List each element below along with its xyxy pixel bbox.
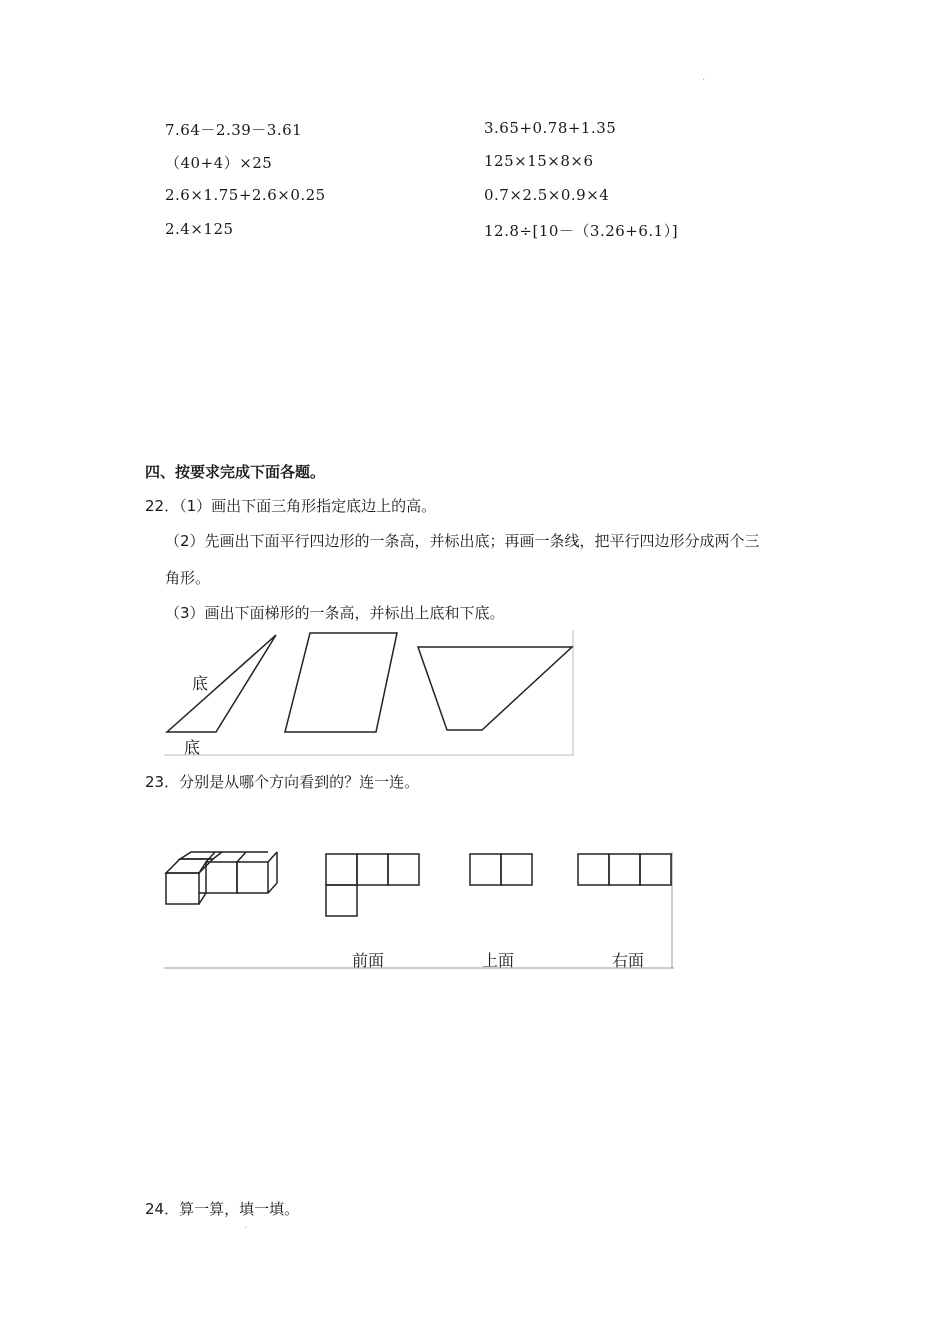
calc-left-2: （40+4）×25 — [165, 154, 273, 172]
triangle-shape — [167, 635, 276, 732]
section-title: 四、按要求完成下面各题。 — [145, 463, 326, 481]
label-front: 前面 — [352, 951, 385, 970]
right-view-shape — [578, 854, 671, 885]
cube-solid — [166, 852, 277, 904]
q23-text: 23．分别是从哪个方向看到的？连一连。 — [145, 773, 420, 791]
parallelogram-shape — [285, 633, 397, 732]
label-right: 右面 — [612, 951, 645, 970]
calc-left-4: 2.4×125 — [165, 220, 234, 238]
q22-line1: 22．（1）画出下面三角形指定底边上的高。 — [145, 497, 437, 515]
calc-left-3: 2.6×1.75+2.6×0.25 — [165, 186, 326, 204]
calc-left-1: 7.64－2.39－3.61 — [165, 121, 303, 139]
trapezoid-shape — [418, 647, 572, 730]
label-top: 上面 — [482, 951, 515, 970]
calc-right-1: 3.65+0.78+1.35 — [484, 119, 617, 137]
header-mark: ˌ — [703, 74, 705, 81]
calc-right-4: 12.8÷[10－（3.26+6.1）] — [484, 222, 679, 240]
calc-right-3: 0.7×2.5×0.9×4 — [484, 186, 610, 204]
triangle-base-label-upper: 底 — [192, 674, 209, 693]
calc-right-2: 125×15×8×6 — [484, 152, 594, 170]
top-view-shape — [470, 854, 532, 885]
triangle-base-label-lower: 底 — [184, 738, 201, 757]
footer-mark: ˌ — [245, 1222, 247, 1229]
q22-line3: 角形。 — [165, 569, 211, 587]
q22-figure — [164, 630, 574, 756]
q24-text: 24．算一算，填一填。 — [145, 1200, 300, 1218]
q22-line2: （2）先画出下面平行四边形的一条高，并标出底；再画一条线，把平行四边形分成两个三 — [165, 532, 760, 550]
front-view-shape — [326, 854, 419, 916]
q23-figure — [164, 846, 674, 970]
q22-line4: （3）画出下面梯形的一条高，并标出上底和下底。 — [165, 604, 505, 622]
